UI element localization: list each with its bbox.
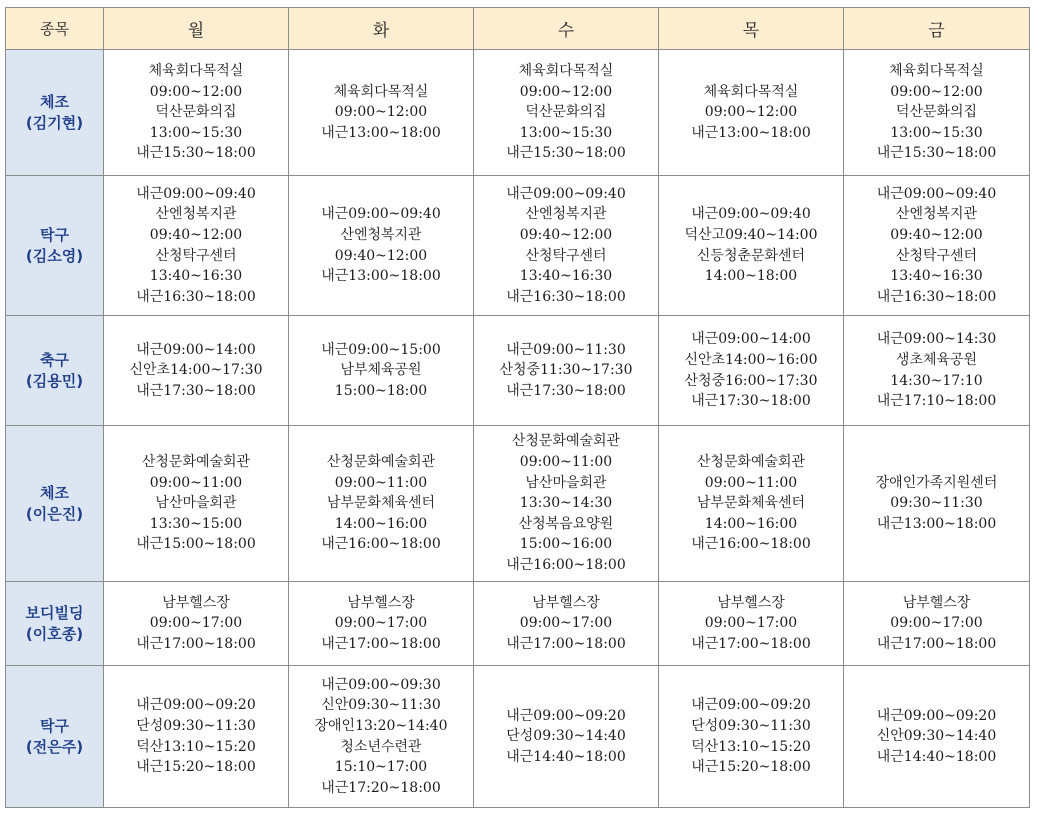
- schedule-entry: 내근16:00~18:00: [691, 536, 811, 553]
- schedule-entry: 내근09:00~09:40: [691, 206, 811, 223]
- schedule-entry: 산청문화예술회관: [326, 454, 436, 471]
- schedule-entry: 덕산문화의집: [895, 104, 978, 121]
- schedule-entry: 산청문화예술회관: [511, 433, 621, 450]
- schedule-cell-fri: [844, 582, 1030, 666]
- schedule-entry: 신등청춘문화센터: [696, 247, 806, 264]
- schedule-entry: 내근13:00~18:00: [691, 124, 811, 141]
- schedule-entry: 내근16:30~18:00: [876, 288, 997, 305]
- schedule-entry: 체육회다목적실: [148, 63, 244, 80]
- schedule-entry: 내근13:00~18:00: [321, 268, 441, 285]
- schedule-entry: 남부체육공원: [340, 362, 422, 379]
- schedule-entry: 내근17:00~18:00: [691, 635, 811, 652]
- schedule-row: [6, 316, 1030, 426]
- schedule-cell-wed: [474, 316, 659, 426]
- schedule-cell-fri: [844, 316, 1030, 426]
- schedule-entry: 09:00~11:00: [149, 474, 243, 491]
- schedule-entry: 산청중11:30~17:30: [499, 362, 633, 379]
- schedule-entry: 신안09:30~11:30: [321, 697, 441, 714]
- schedule-entry: 09:00~12:00: [890, 83, 983, 100]
- schedule-entry: 내근15:30~18:00: [506, 145, 626, 162]
- schedule-entry: 내근16:30~18:00: [506, 288, 626, 305]
- schedule-entry: 남부헬스장: [347, 594, 415, 611]
- schedule-entry: 09:00~11:00: [704, 474, 798, 491]
- schedule-entry: 남산마을회관: [525, 474, 607, 491]
- subject-name: 탁구: [40, 225, 69, 244]
- subject-cell: [6, 316, 104, 426]
- schedule-entry: 13:40~16:30: [890, 268, 983, 285]
- subject-cell: [6, 50, 104, 176]
- schedule-entry: 09:00~12:00: [334, 104, 428, 121]
- schedule-entry: 내근16:00~18:00: [506, 556, 626, 573]
- schedule-entry: 09:40~12:00: [890, 226, 983, 243]
- schedule-entry: 09:00~17:00: [334, 615, 428, 632]
- header-subject: 종목: [6, 8, 104, 50]
- schedule-entry: 내근17:30~18:00: [136, 382, 256, 399]
- schedule-entry: 13:30~15:00: [149, 515, 243, 532]
- schedule-cell-mon: [104, 426, 289, 582]
- schedule-entry: 내근13:00~18:00: [876, 515, 997, 532]
- subject-cell: [6, 582, 104, 666]
- schedule-entry: 09:00~17:00: [890, 615, 983, 632]
- schedule-entry: 09:00~17:00: [149, 615, 243, 632]
- schedule-entry: 산청문화예술회관: [141, 454, 251, 471]
- schedule-entry: 내근09:00~14:00: [691, 331, 811, 348]
- schedule-entry: 내근13:00~18:00: [321, 124, 441, 141]
- schedule-cell-fri: [844, 426, 1030, 582]
- schedule-entry: 내근09:00~09:40: [321, 206, 441, 223]
- schedule-entry: 09:40~12:00: [334, 247, 428, 264]
- teacher-name: (김기현): [25, 113, 84, 132]
- header-day-wed: 수: [474, 8, 659, 50]
- schedule-cell-tue: [289, 666, 474, 808]
- schedule-entry: 청소년수련관: [340, 738, 422, 755]
- schedule-entry: 내근15:30~18:00: [876, 145, 997, 162]
- schedule-entry: 내근15:30~18:00: [136, 145, 256, 162]
- schedule-entry: 09:00~11:00: [519, 454, 613, 471]
- subject-cell: [6, 176, 104, 316]
- schedule-entry: 09:40~12:00: [519, 226, 613, 243]
- schedule-entry: 산엔청복지관: [525, 206, 607, 223]
- schedule-row: [6, 582, 1030, 666]
- schedule-entry: 09:00~17:00: [704, 615, 798, 632]
- schedule-cell-tue: [289, 176, 474, 316]
- subject-cell: [6, 666, 104, 808]
- schedule-entry: 산청중16:00~17:30: [684, 372, 818, 389]
- schedule-entry: 남부헬스장: [902, 594, 971, 611]
- schedule-cell-fri: [844, 50, 1030, 176]
- teacher-name: (김소영): [25, 246, 84, 265]
- schedule-entry: 09:00~12:00: [149, 83, 243, 100]
- schedule-cell-wed: [474, 176, 659, 316]
- schedule-entry: 내근09:00~09:40: [136, 185, 256, 202]
- schedule-entry: 체육회다목적실: [889, 63, 984, 80]
- schedule-entry: 내근09:00~09:20: [876, 707, 997, 724]
- schedule-table: [5, 7, 1030, 808]
- schedule-cell-thu: [659, 316, 844, 426]
- schedule-entry: 내근09:00~09:20: [506, 707, 626, 724]
- schedule-entry: 15:10~17:00: [334, 759, 428, 776]
- schedule-entry: 내근09:00~09:20: [691, 697, 811, 714]
- schedule-entry: 산청복음요양원: [518, 515, 614, 532]
- header-day-tue: 화: [289, 8, 474, 50]
- schedule-entry: 내근09:00~09:40: [506, 185, 626, 202]
- schedule-entry: 내근09:00~15:00: [321, 341, 441, 358]
- schedule-entry: 장애인13:20~14:40: [314, 717, 448, 734]
- schedule-entry: 산청문화예술회관: [696, 454, 806, 471]
- schedule-entry: 내근09:00~14:00: [136, 341, 256, 358]
- schedule-entry: 13:40~16:30: [519, 268, 613, 285]
- schedule-cell-thu: [659, 666, 844, 808]
- schedule-entry: 장애인가족지원센터: [875, 474, 998, 491]
- schedule-entry: 09:40~12:00: [149, 226, 243, 243]
- schedule-entry: 내근16:30~18:00: [136, 288, 256, 305]
- schedule-entry: 내근17:00~18:00: [876, 635, 997, 652]
- schedule-entry: 내근15:20~18:00: [136, 759, 256, 776]
- schedule-cell-wed: [474, 582, 659, 666]
- schedule-entry: 14:00~16:00: [704, 515, 798, 532]
- schedule-entry: 13:00~15:30: [519, 124, 613, 141]
- schedule-entry: 14:00~18:00: [704, 268, 798, 285]
- schedule-entry: 내근09:00~09:40: [876, 185, 997, 202]
- schedule-cell-fri: [844, 176, 1030, 316]
- schedule-cell-tue: [289, 426, 474, 582]
- schedule-entry: 체육회다목적실: [703, 83, 799, 100]
- schedule-body: [6, 50, 1030, 808]
- schedule-entry: 신안초14:00~17:30: [129, 362, 263, 379]
- schedule-cell-wed: [474, 426, 659, 582]
- schedule-entry: 남산마을회관: [155, 495, 237, 512]
- schedule-entry: 내근16:00~18:00: [321, 536, 441, 553]
- header-day-fri: 금: [844, 8, 1030, 50]
- schedule-entry: 내근17:30~18:00: [691, 393, 811, 410]
- subject-name: 탁구: [40, 716, 69, 735]
- schedule-entry: 15:00~18:00: [334, 382, 428, 399]
- schedule-cell-thu: [659, 176, 844, 316]
- schedule-cell-mon: [104, 316, 289, 426]
- schedule-entry: 내근17:30~18:00: [506, 382, 626, 399]
- schedule-entry: 산엔청복지관: [155, 206, 237, 223]
- schedule-cell-tue: [289, 582, 474, 666]
- schedule-entry: 산엔청복지관: [340, 226, 422, 243]
- schedule-entry: 15:00~16:00: [519, 536, 613, 553]
- schedule-entry: 덕산고09:40~14:00: [684, 226, 818, 243]
- schedule-entry: 남부헬스장: [162, 594, 230, 611]
- subject-name: 체조: [40, 483, 69, 502]
- subject-name: 보디빌딩: [25, 603, 84, 622]
- teacher-name: (김용민): [25, 371, 84, 390]
- schedule-cell-fri: [844, 666, 1030, 808]
- schedule-entry: 내근15:00~18:00: [136, 536, 256, 553]
- schedule-entry: 산청탁구센터: [525, 247, 607, 264]
- schedule-entry: 13:00~15:30: [890, 124, 983, 141]
- schedule-entry: 남부문화체육센터: [696, 495, 806, 512]
- schedule-entry: 09:30~11:30: [890, 495, 983, 512]
- schedule-cell-mon: [104, 582, 289, 666]
- schedule-entry: 13:40~16:30: [149, 268, 243, 285]
- schedule-entry: 내근15:20~18:00: [691, 759, 811, 776]
- schedule-cell-thu: [659, 50, 844, 176]
- schedule-entry: 덕산13:10~15:20: [136, 738, 256, 755]
- schedule-row: [6, 426, 1030, 582]
- schedule-entry: 14:00~16:00: [334, 515, 428, 532]
- schedule-entry: 내근14:40~18:00: [506, 748, 626, 765]
- schedule-entry: 내근09:00~11:30: [506, 341, 626, 358]
- schedule-cell-wed: [474, 50, 659, 176]
- schedule-entry: 덕산문화의집: [525, 104, 607, 121]
- schedule-entry: 09:00~11:00: [334, 474, 428, 491]
- schedule-cell-mon: [104, 50, 289, 176]
- schedule-entry: 신안초14:00~16:00: [684, 351, 818, 368]
- schedule-entry: 덕산13:10~15:20: [691, 738, 811, 755]
- schedule-entry: 남부헬스장: [532, 594, 600, 611]
- schedule-entry: 09:00~17:00: [519, 615, 613, 632]
- schedule-entry: 13:00~15:30: [149, 124, 243, 141]
- schedule-entry: 내근09:00~09:30: [321, 676, 441, 693]
- schedule-entry: 단성09:30~14:40: [506, 728, 626, 745]
- schedule-cell-thu: [659, 582, 844, 666]
- schedule-entry: 체육회다목적실: [333, 83, 429, 100]
- teacher-name: (이은진): [25, 504, 84, 523]
- schedule-entry: 산청탁구센터: [895, 247, 978, 264]
- schedule-entry: 체육회다목적실: [518, 63, 614, 80]
- schedule-entry: 내근17:00~18:00: [136, 635, 256, 652]
- schedule-entry: 단성09:30~11:30: [691, 717, 811, 734]
- schedule-entry: 남부문화체육센터: [326, 495, 436, 512]
- schedule-cell-mon: [104, 666, 289, 808]
- schedule-entry: 산엔청복지관: [895, 206, 978, 223]
- schedule-entry: 단성09:30~11:30: [136, 717, 256, 734]
- teacher-name: (이호종): [25, 624, 84, 643]
- schedule-entry: 내근17:10~18:00: [876, 393, 997, 410]
- schedule-entry: 남부헬스장: [717, 594, 785, 611]
- schedule-row: [6, 50, 1030, 176]
- schedule-entry: 13:30~14:30: [519, 495, 613, 512]
- schedule-cell-tue: [289, 50, 474, 176]
- subject-name: 체조: [40, 92, 69, 111]
- schedule-row: [6, 666, 1030, 808]
- schedule-entry: 내근17:00~18:00: [321, 635, 441, 652]
- schedule-entry: 09:00~12:00: [519, 83, 613, 100]
- schedule-cell-thu: [659, 426, 844, 582]
- teacher-name: (전은주): [25, 737, 84, 756]
- schedule-cell-tue: [289, 316, 474, 426]
- schedule-cell-wed: [474, 666, 659, 808]
- header-day-thu: 목: [659, 8, 844, 50]
- schedule-entry: 내근09:00~14:30: [876, 331, 997, 348]
- schedule-entry: 생초체육공원: [895, 351, 978, 368]
- subject-name: 축구: [40, 350, 69, 369]
- schedule-entry: 내근09:00~09:20: [136, 697, 256, 714]
- schedule-entry: 09:00~12:00: [704, 104, 798, 121]
- subject-cell: [6, 426, 104, 582]
- schedule-entry: 신안09:30~14:40: [876, 728, 997, 745]
- schedule-entry: 덕산문화의집: [155, 104, 237, 121]
- schedule-entry: 내근17:00~18:00: [506, 635, 626, 652]
- header-row: [6, 8, 1030, 50]
- header-day-mon: 월: [104, 8, 289, 50]
- schedule-entry: 내근14:40~18:00: [876, 748, 997, 765]
- schedule-cell-mon: [104, 176, 289, 316]
- schedule-row: [6, 176, 1030, 316]
- schedule-entry: 산청탁구센터: [155, 247, 237, 264]
- schedule-entry: 14:30~17:10: [890, 372, 983, 389]
- schedule-entry: 내근17:20~18:00: [321, 779, 441, 796]
